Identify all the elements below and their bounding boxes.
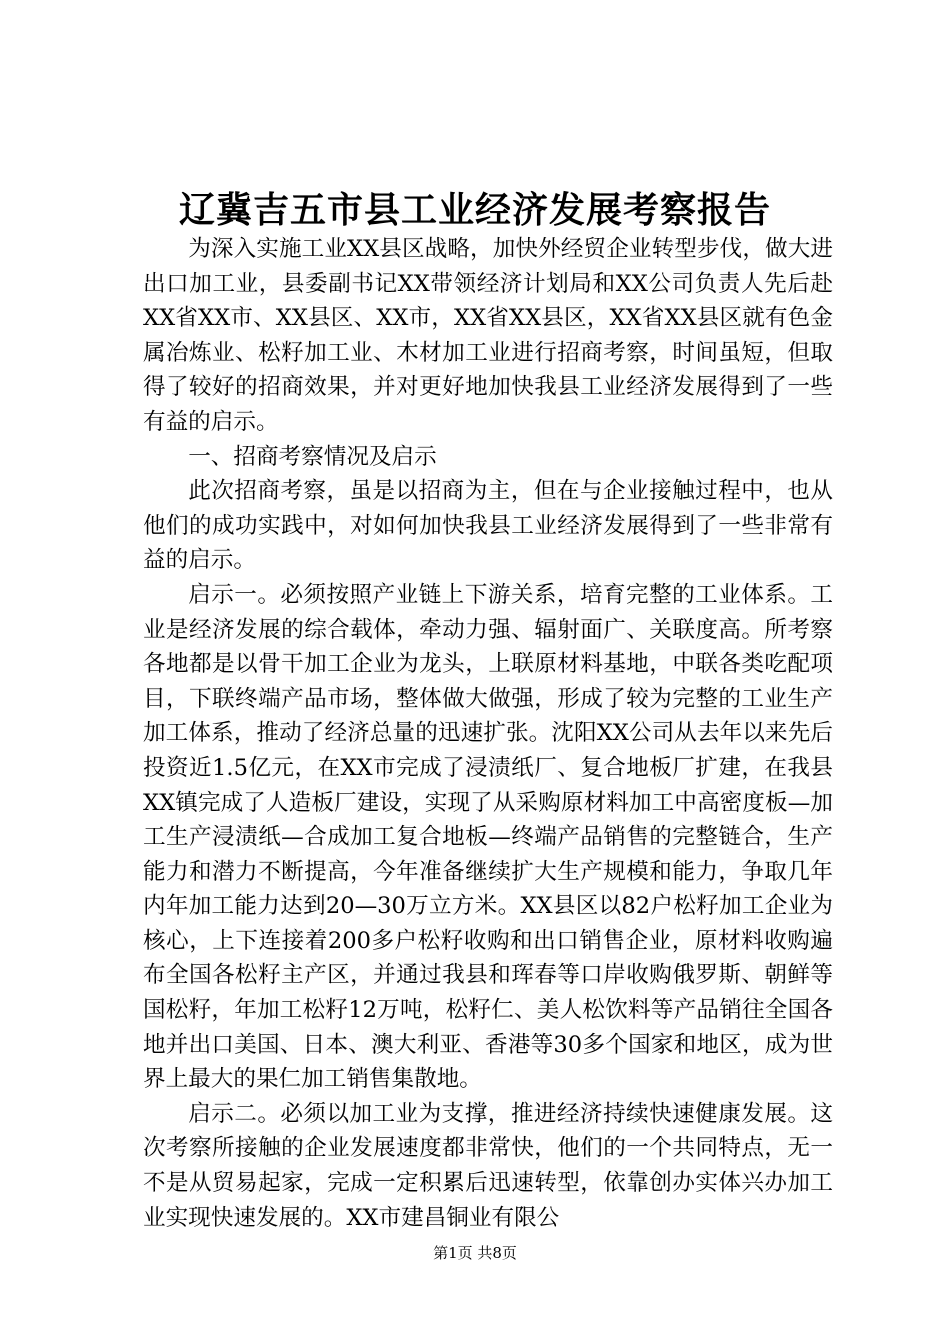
document-body: [143, 232, 833, 1235]
paragraph-summary: 此次招商考察，虽是以招商为主，但在与企业接触过程中，也从他们的成功实践中，对如何加快我县工业经济发展得到了一些非常有益的启示。: [143, 478, 833, 574]
paragraph-intro: 为深入实施工业XX县区战略，加快外经贸企业转型步伐，做大进出口加工业，县委副书记XX带领经济计划局和XX公司负责人先后赴XX省XX市、XX县区、XX市，XX省XX县区，XX省XX县区就有色金属冶炼业、松籽加工业、木材加工业进行招商考察，时间虽短，但取得了较好的招商效果，并对更好地加快我县工业经济发展得到了一些有益的启示。: [143, 236, 833, 435]
page-footer: 第1页 共8页: [433, 1244, 517, 1262]
document-title: 辽冀吉五市县工业经济发展考察报告: [178, 189, 771, 231]
paragraph-insight-one: 启示一。必须按照产业链上下游关系，培育完整的工业体系。工业是经济发展的综合载体，牵动力强、辐射面广、关联度高。所考察各地都是以骨干加工企业为龙头，上联原材料基地，中联各类吃配项目，下联终端产品市场，整体做大做强，形成了较为完整的工业生产加工体系，推动了经济总量的迅速扩张。沈阳XX公司从去年以来先后投资近1.5亿元，在XX市完成了浸渍纸厂、复合地板厂扩建，在我县XX镇完成了人造板厂建设，实现了从采购原材料加工中高密度板—加工生产浸渍纸—合成加工复合地板—终端产品销售的完整链合，生产能力和潜力不断提高，今年准备继续扩大生产规模和能力，争取几年内年加工能力达到20—30万立方米。XX县区以82户松籽加工企业为核心，上下连接着200多户松籽收购和出口销售企业，原材料收购遍布全国各松籽主产区，并通过我县和珲春等口岸收购俄罗斯、朝鲜等国松籽，年加工松籽12万吨，松籽仁、美人松饮料等产品销往全国各地并出口美国、日本、澳大利亚、香港等30多个国家和地区，成为世界上最大的果仁加工销售集散地。: [143, 581, 833, 1093]
section-heading: 一、招商考察情况及启示: [188, 443, 437, 470]
paragraph-insight-two: 启示二。必须以加工业为支撑，推进经济持续快速健康发展。这次考察所接触的企业发展速度都非常快，他们的一个共同特点，无一不是从贸易起家，完成一定积累后迅速转型，依靠创办实体兴办加工业实现快速发展的。XX市建昌铜业有限公: [143, 1100, 833, 1231]
